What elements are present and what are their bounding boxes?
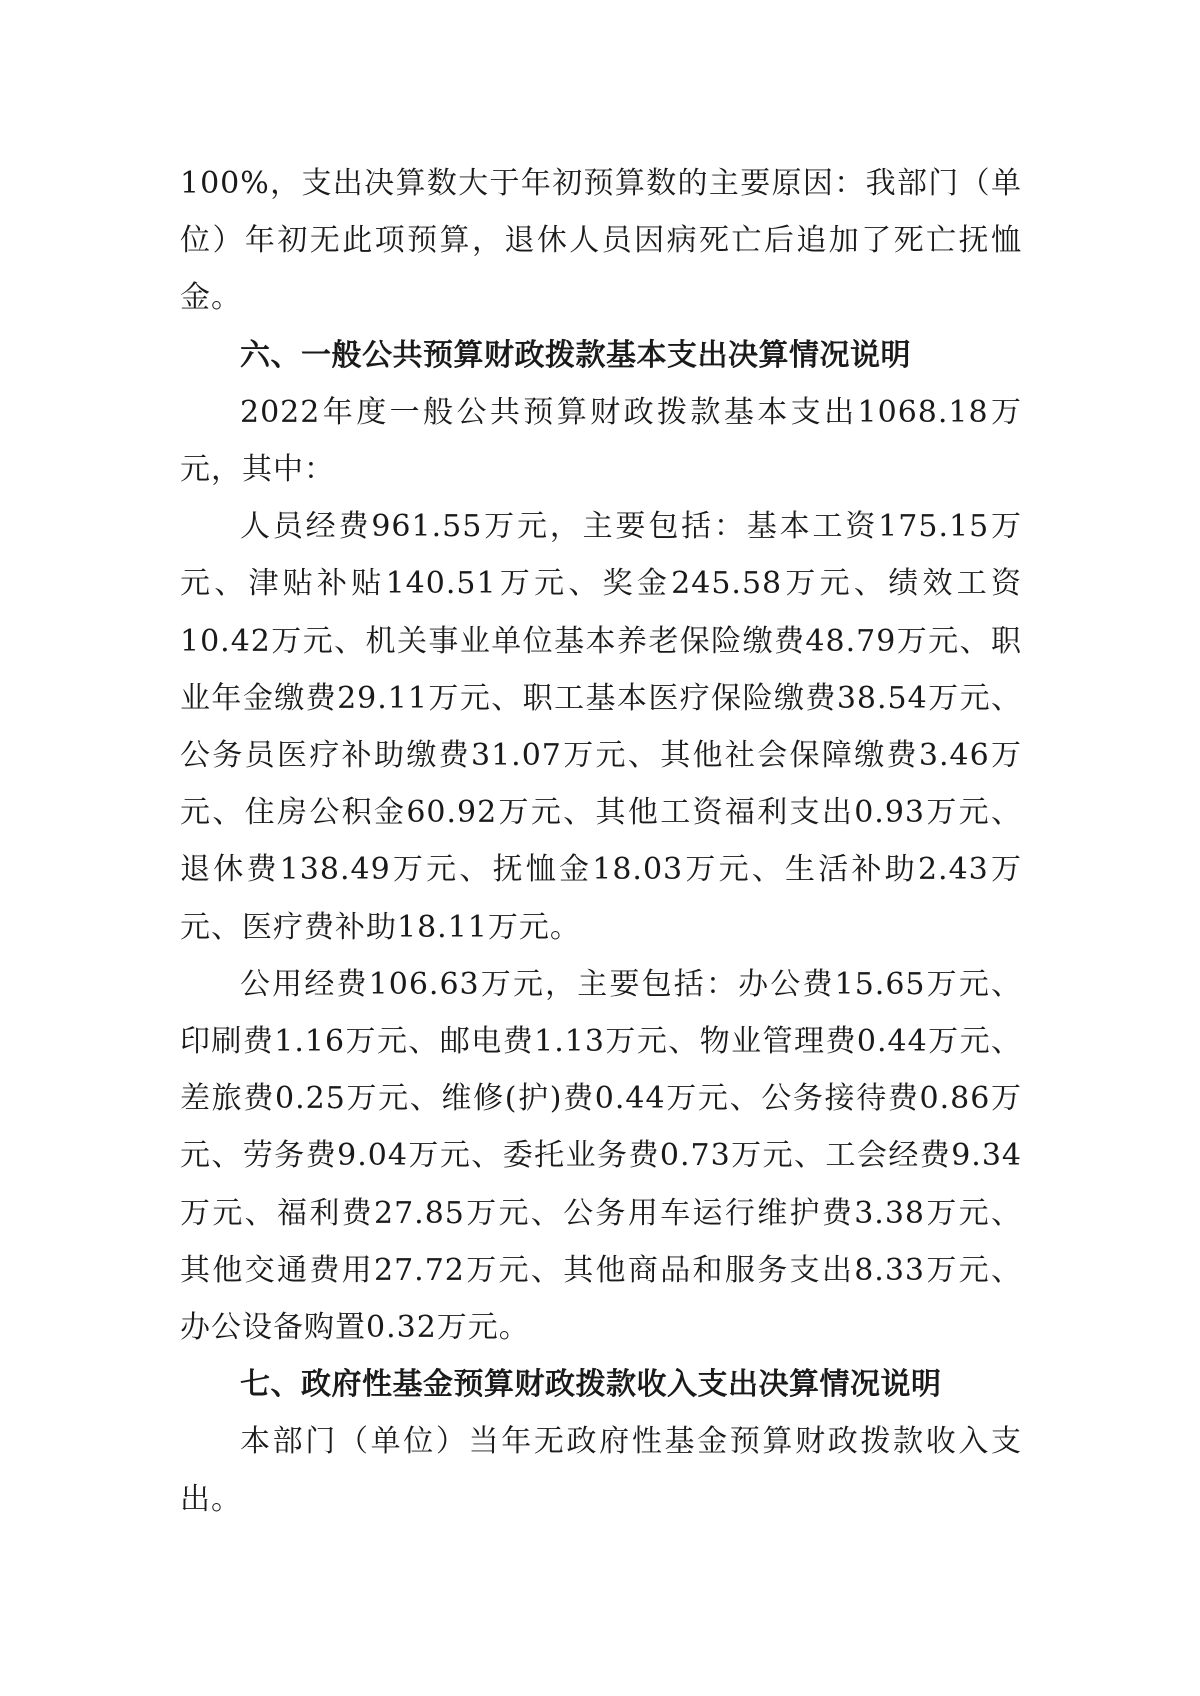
basic-expenditure-intro-paragraph: 2022年度一般公共预算财政拨款基本支出1068.18万元，其中：	[180, 394, 1022, 488]
public-expenses-paragraph: 公用经费106.63万元，主要包括：办公费15.65万元、印刷费1.16万元、邮电费1.13万元、物业管理费0.44万元、差旅费0.25万元、维修(护)费0.44万元、公务接待费0.86万元、劳务费9.04万元、委托业务费0.73万元、工会经费9.34万元、福利费27.85万元、公务用车运行维护费3.38万元、其他交通费用27.72万元、其他商品和服务支出8.33万元、办公设备购置0.32万元。	[180, 966, 1022, 1346]
section-heading-6: 六、一般公共预算财政拨款基本支出决算情况说明	[240, 337, 911, 373]
continued-paragraph: 100%，支出决算数大于年初预算数的主要原因：我部门（单位）年初无此项预算，退休人员因病死亡后追加了死亡抚恤金。	[180, 166, 1022, 316]
government-fund-paragraph: 本部门（单位）当年无政府性基金预算财政拨款收入支出。	[180, 1424, 1022, 1517]
section-heading-7: 七、政府性基金预算财政拨款收入支出决算情况说明	[240, 1367, 942, 1403]
personnel-expenses-paragraph: 人员经费961.55万元，主要包括：基本工资175.15万元、津贴补贴140.51万元、奖金245.58万元、绩效工资10.42万元、机关事业单位基本养老保险缴费48.79万元、职业年金缴费29.11万元、职工基本医疗保险缴费38.54万元、公务员医疗补助缴费31.07万元、其他社会保障缴费3.46万元、住房公积金60.92万元、其他工资福利支出0.93万元、退休费138.49万元、抚恤金18.03万元、生活补助2.43万元、医疗费补助18.11万元。	[180, 509, 1022, 945]
document-body	[180, 155, 1022, 1528]
